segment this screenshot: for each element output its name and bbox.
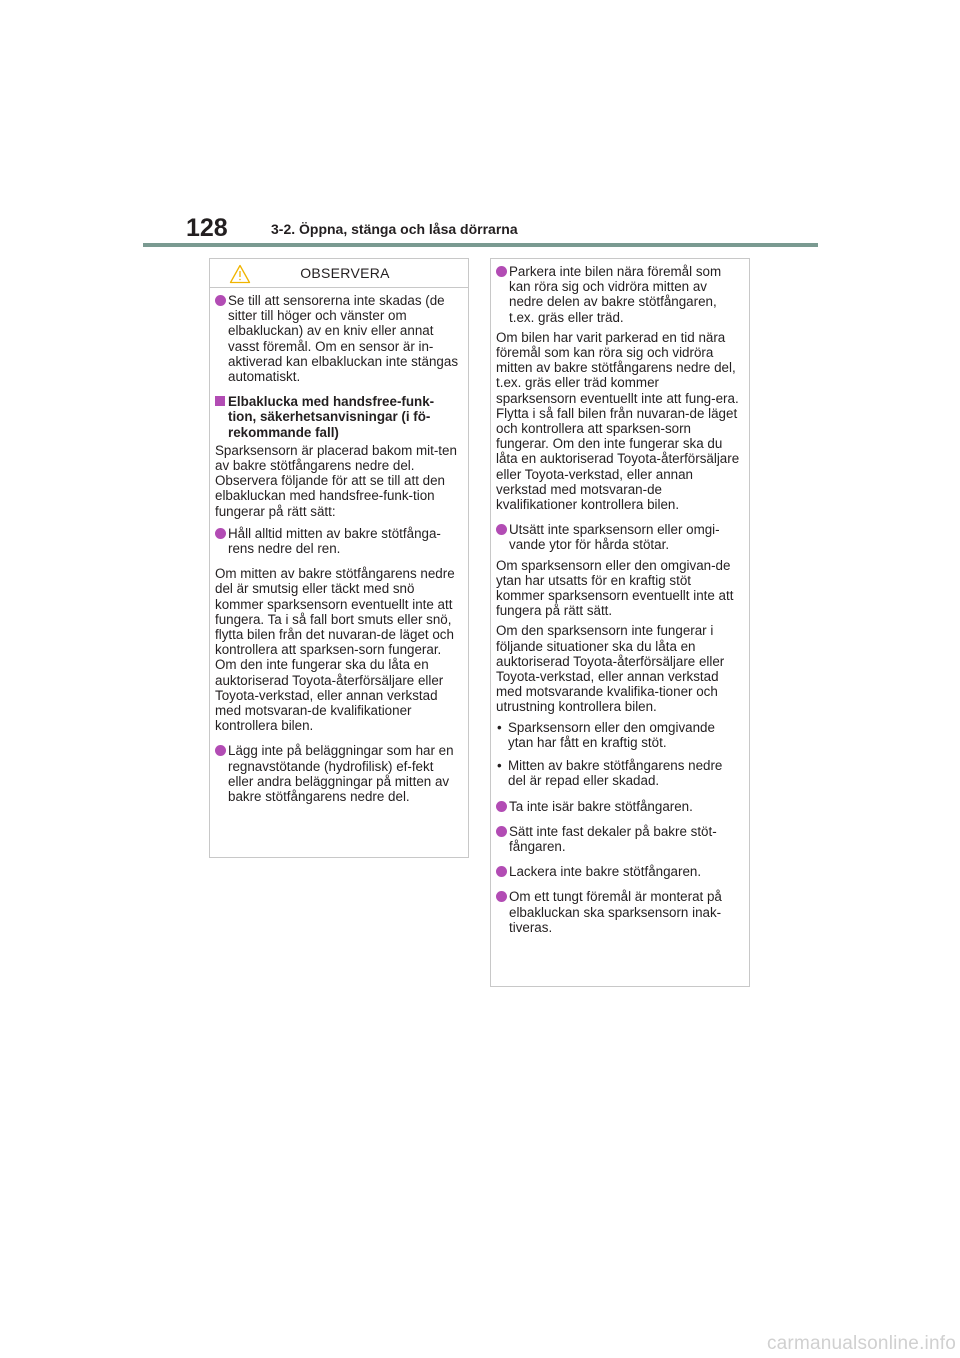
- caution-content-right: [491, 259, 749, 935]
- caution-box-right: [490, 258, 750, 987]
- circle-bullet-icon: [215, 295, 226, 306]
- section-title: 3-2. Öppna, stänga och låsa dörrarna: [271, 221, 518, 237]
- list-item: [496, 889, 743, 935]
- caution-box-header: [210, 259, 468, 288]
- list-item: [496, 522, 743, 552]
- subheading-text: Elbaklucka med handsfree-funk-tion, säkerhetsanvisningar (i fö-rekommande fall): [228, 394, 435, 440]
- list-item: [496, 824, 743, 854]
- sub-list-item: [496, 758, 743, 788]
- circle-bullet-icon: [215, 528, 226, 539]
- list-item-text: Lägg inte på beläggningar som har en regnavstötande (hydrofilisk) ef-fekt eller andra beläggningar på mitten av bakre stötfångarens nedre del.: [228, 743, 454, 805]
- subheading: [215, 394, 462, 440]
- circle-bullet-icon: [496, 801, 507, 812]
- square-marker-icon: [215, 396, 225, 406]
- list-item-text: Om ett tungt föremål är monterat på elbakluckan ska sparksensorn inak-tiveras.: [509, 889, 722, 935]
- caution-box-left: [209, 258, 469, 858]
- circle-bullet-icon: [496, 866, 507, 877]
- dot-bullet-icon: •: [497, 758, 502, 774]
- sub-list-item-text: Sparksensorn eller den omgivande ytan har fått en kraftig stöt.: [508, 719, 715, 750]
- list-item-text: Håll alltid mitten av bakre stötfånga-rens nedre del ren.: [228, 525, 441, 557]
- list-item-text: Utsätt inte sparksensorn eller omgi-vande ytor för hårda stötar.: [509, 522, 720, 553]
- header-rule: [143, 243, 818, 247]
- list-item-text: Parkera inte bilen nära föremål som kan röra sig och vidröra mitten av nedre delen av bakre stötfångaren, t.ex. gräs eller träd.: [509, 264, 722, 325]
- list-item: [496, 864, 743, 879]
- paragraph: Sparksensorn är placerad bakom mit-ten av bakre stötfångarens nedre del. Observera följande för att se till att den elbakluckan med handsfree-funk-tion fungerar på rätt sätt:: [215, 442, 457, 519]
- circle-bullet-icon: [496, 266, 507, 277]
- dot-bullet-icon: •: [497, 719, 502, 735]
- list-item: [215, 743, 462, 804]
- list-item: [496, 799, 743, 814]
- list-item-text: Ta inte isär bakre stötfångaren.: [509, 798, 693, 814]
- circle-bullet-icon: [496, 826, 507, 837]
- paragraph: Om bilen har varit parkerad en tid nära föremål som kan röra sig och vidröra mitten av bakre stötfångarens nedre del, t.ex. gräs eller träd kommer sparksensorn eventuellt inte att fung-era. Flytta i så fall bilen från nuvaran-de läget och kontrollera att sparksen-sorn fungerar. Om den inte fungerar ska du låta en auktoriserad Toyota-återförsäljare eller Toyota-verkstad, eller annan verkstad med motsvaran-de kvalifikationer kontrollera bilen.: [496, 329, 740, 513]
- sub-list-item-text: Mitten av bakre stötfångarens nedre del är repad eller skadad.: [508, 758, 723, 789]
- circle-bullet-icon: [496, 524, 507, 535]
- warning-triangle-icon: [229, 264, 251, 284]
- paragraph: Om sparksensorn eller den omgivan-de ytan har utsatts för en kraftig stöt kommer sparksensorn eventuellt inte att fungera på rätt sätt.: [496, 557, 734, 619]
- list-item-text: Sätt inte fast dekaler på bakre stöt-fångaren.: [509, 823, 717, 854]
- list-item-text: Se till att sensorerna inte skadas (de sitter till höger och vänster om elbakluckan) av en kniv eller annat vasst föremål. Om en sensor är in-aktiverad kan elbakluckan inte stängas automatiskt.: [228, 293, 459, 385]
- list-item: [496, 264, 743, 325]
- list-item-text: Lackera inte bakre stötfångaren.: [509, 864, 702, 880]
- caution-content-left: [210, 288, 468, 804]
- caution-title: OBSERVERA: [300, 265, 390, 281]
- paragraph: Om mitten av bakre stötfångarens nedre del är smutsig eller täckt med snö kommer sparksensorn eventuellt inte att fungera. Ta i så fall bort smuts eller snö, flytta bilen från det nuvaran-de läget och kontrollera att sparksen-sorn fungerar. Om den inte fungerar ska du låta en auktoriserad Toyota-återförsäljare eller Toyota-verkstad, eller annan verkstad med motsvaran-de kvalifikationer kontrollera bilen.: [215, 566, 455, 734]
- paragraph: Om den sparksensorn inte fungerar i följande situationer ska du låta en auktoriserad Toyota-återförsäljare eller Toyota-verkstad, eller annan verkstad med motsvarande kvalifika-tioner och utrustning kontrollera bilen.: [496, 623, 725, 715]
- circle-bullet-icon: [496, 891, 507, 902]
- circle-bullet-icon: [215, 745, 226, 756]
- sub-list-item: [496, 720, 743, 750]
- watermark: carmanualsonline.info: [766, 1333, 956, 1354]
- list-item: [215, 293, 462, 384]
- page-number: 128: [186, 214, 228, 242]
- list-item: [215, 526, 462, 556]
